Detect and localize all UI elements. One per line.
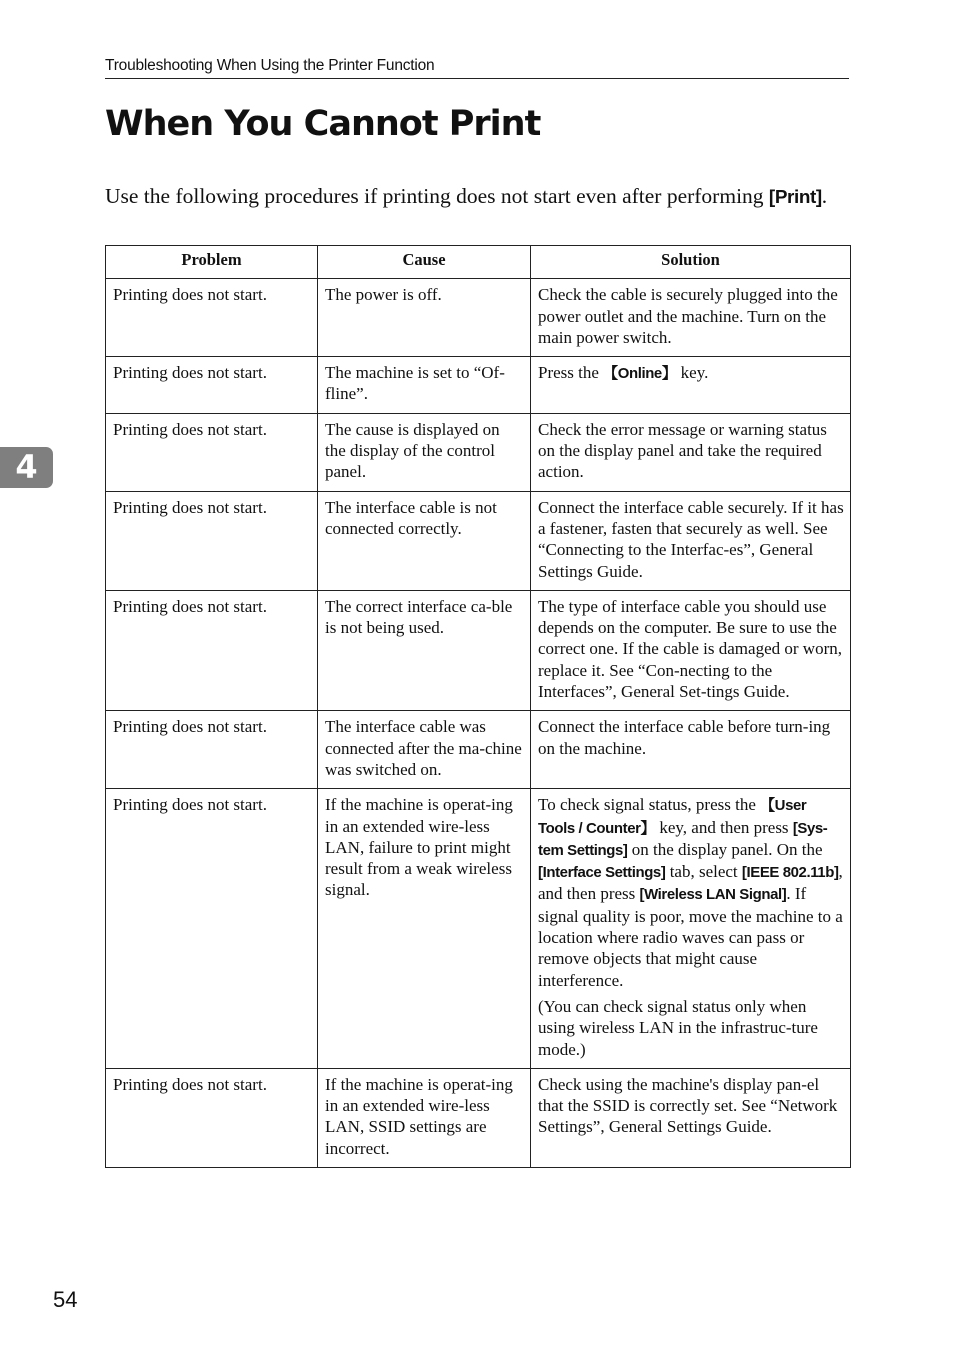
problem-cell: Printing does not start.	[106, 357, 318, 414]
page-title: When You Cannot Print	[105, 104, 541, 144]
solution-text: key.	[676, 363, 709, 383]
table-row	[106, 491, 851, 590]
solution-cell	[531, 789, 851, 1069]
intro-paragraph	[105, 183, 849, 211]
troubleshooting-table	[105, 245, 851, 1168]
problem-cell: Printing does not start.	[106, 491, 318, 590]
solution-text: The type of interface cable you should use depends on the computer. Be sure to use the correct one. If the cable is damaged or worn, replace it. See “Con-necting to the Interfaces”, General Set-tings Guide.	[538, 596, 842, 702]
table-row	[106, 711, 851, 789]
column-header-cause: Cause	[318, 246, 531, 279]
solution-text: To check signal status, press the	[538, 795, 761, 815]
solution-text: on the display panel. On the	[627, 839, 823, 859]
cause-cell: If the machine is operat-ing in an extended wire-less LAN, SSID settings are incorrect.	[318, 1068, 531, 1167]
table-row	[106, 357, 851, 414]
cause-cell: The interface cable is not connected correctly.	[318, 491, 531, 590]
interface-settings-key-label: [Interface Settings]	[538, 864, 666, 882]
solution-text: Check using the machine's display pan-el that the SSID is correctly set. See “Network Settings”, General Settings Guide.	[538, 1074, 838, 1137]
table-row	[106, 1068, 851, 1167]
solution-text: Connect the interface cable before turn-ing on the machine.	[538, 717, 831, 758]
intro-end: .	[821, 184, 828, 208]
chapter-tab: 4	[0, 447, 53, 488]
solution-cell	[531, 491, 851, 590]
cause-cell: The correct interface ca-ble is not being used.	[318, 590, 531, 710]
table-row	[106, 590, 851, 710]
solution-cell	[531, 590, 851, 710]
print-key-label: [Print]	[768, 187, 822, 208]
cause-cell: The power is off.	[318, 279, 531, 357]
table-row	[106, 789, 851, 1069]
table-header-row	[106, 246, 851, 279]
solution-cell	[531, 413, 851, 491]
column-header-solution: Solution	[531, 246, 851, 279]
intro-text: Use the following procedures if printing does not start even after performing	[105, 184, 769, 208]
solution-text: Check the error message or warning status on the display panel and take the required action.	[538, 419, 827, 482]
solution-cell	[531, 357, 851, 414]
solution-text: . If signal quality is poor, move the machine to a location where radio waves can pass or remove objects that might cause interference.	[538, 884, 843, 990]
cause-cell: The cause is displayed on the display of the control panel.	[318, 413, 531, 491]
solution-note: (You can check signal status only when using wireless LAN in the infrastruc-ture mode.)	[538, 996, 818, 1059]
wireless-lan-signal-key-label: [Wireless LAN Signal]	[639, 886, 787, 904]
solution-text: key, and then press	[655, 817, 793, 837]
problem-cell: Printing does not start.	[106, 711, 318, 789]
problem-cell: Printing does not start.	[106, 413, 318, 491]
solution-text: Press the	[538, 363, 604, 383]
column-header-problem: Problem	[106, 246, 318, 279]
cause-cell: If the machine is operat-ing in an extended wire-less LAN, failure to print might result from a weak wireless signal.	[318, 789, 531, 1069]
problem-cell: Printing does not start.	[106, 1068, 318, 1167]
solution-paragraph	[538, 794, 844, 991]
problem-cell: Printing does not start.	[106, 789, 318, 1069]
running-header: Troubleshooting When Using the Printer Function	[105, 57, 849, 79]
problem-cell: Printing does not start.	[106, 279, 318, 357]
solution-text: , and then press	[538, 862, 843, 904]
solution-text: tab, select	[665, 862, 742, 882]
solution-text: Check the cable is securely plugged into the power outlet and the machine. Turn on the main power switch.	[538, 285, 838, 347]
system-settings-key-label: [Sys-tem Settings]	[538, 819, 828, 859]
table-row	[106, 413, 851, 491]
solution-cell	[531, 711, 851, 789]
cause-cell: The machine is set to “Of-fline”.	[318, 357, 531, 414]
solution-cell	[531, 1068, 851, 1167]
solution-text: Connect the interface cable securely. If it has a fastener, fasten that securely as well. See “Connecting to the Interfac-es”, General Settings Guide.	[538, 497, 844, 581]
user-tools-key-label: 【User Tools / Counter】	[538, 797, 807, 837]
cause-cell: The interface cable was connected after the ma-chine was switched on.	[318, 711, 531, 789]
online-key-label: 【Online】	[603, 365, 677, 383]
table-row	[106, 279, 851, 357]
solution-cell	[531, 279, 851, 357]
problem-cell: Printing does not start.	[106, 590, 318, 710]
page-number: 54	[53, 1287, 78, 1312]
ieee-key-label: [IEEE 802.11b]	[741, 864, 839, 882]
